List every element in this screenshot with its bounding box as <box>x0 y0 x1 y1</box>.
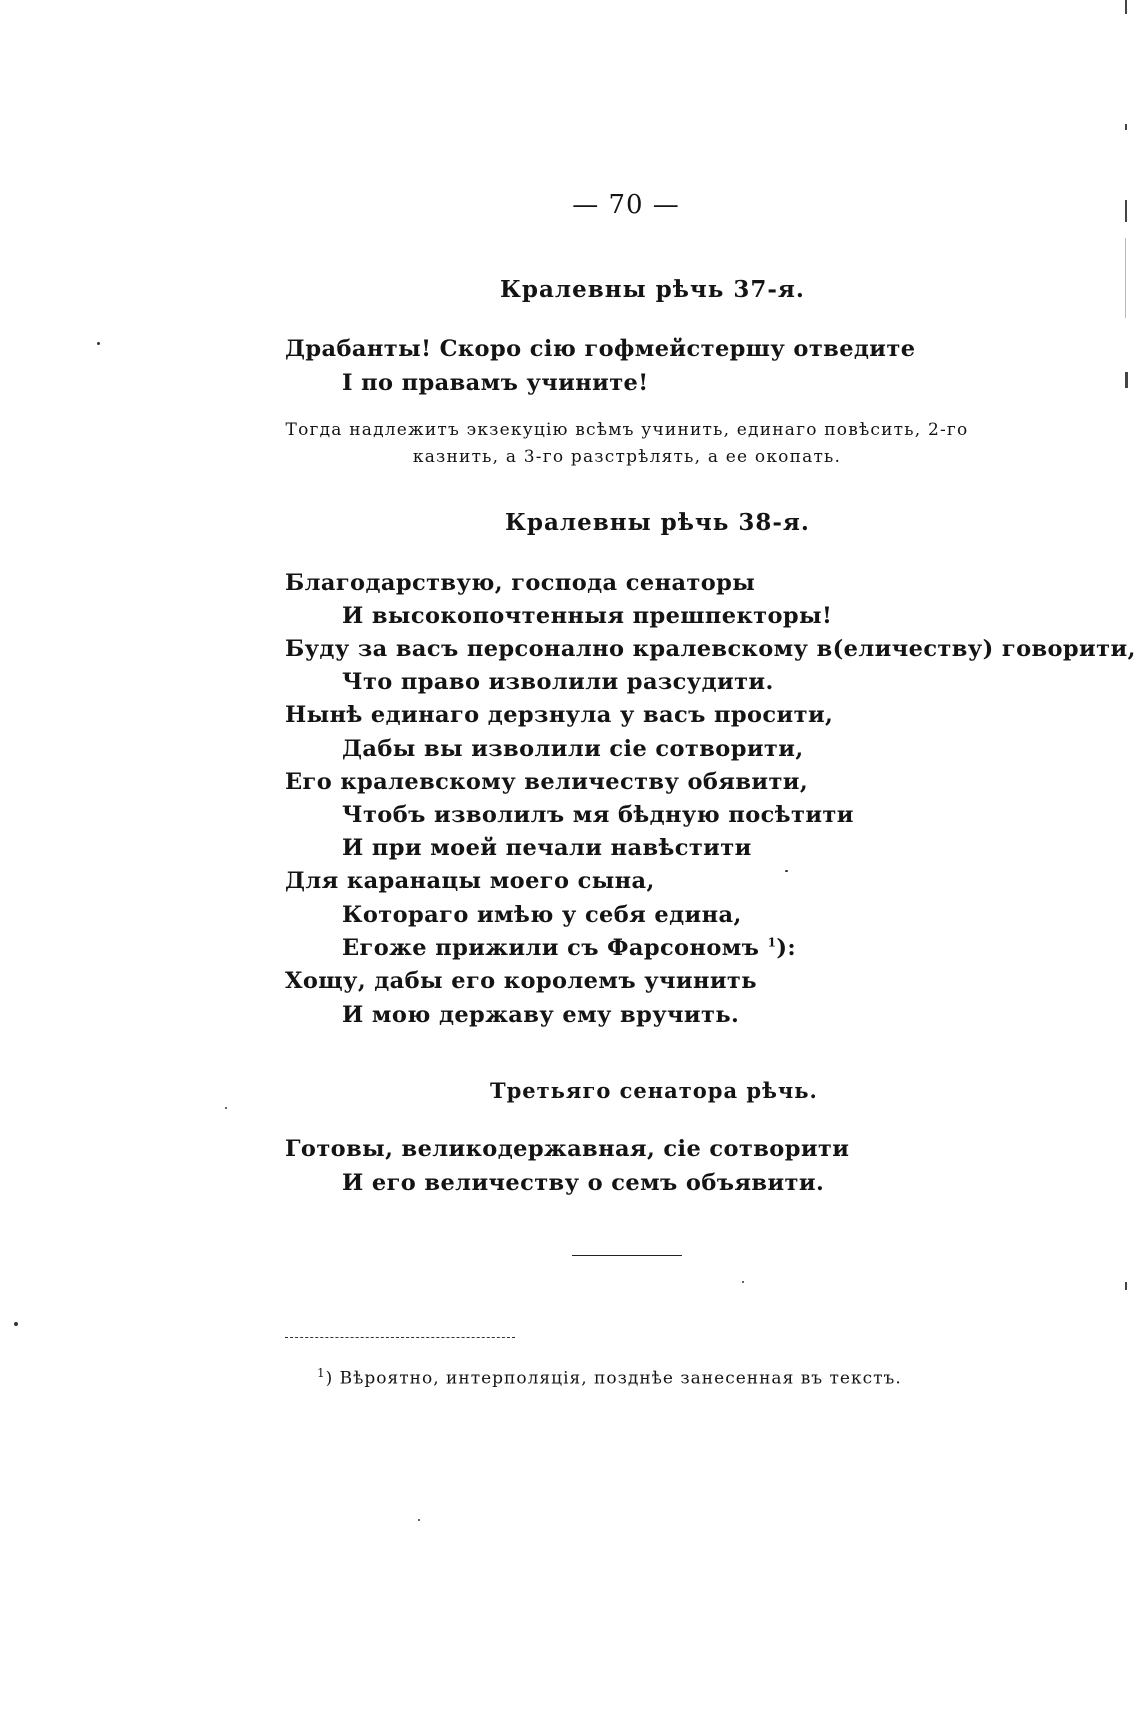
scan-edge-mark <box>1125 238 1126 318</box>
verse-line: Чтобъ изволилъ мя бѣдную посѣтити <box>342 802 854 828</box>
page-number: — 70 — <box>572 190 680 220</box>
footnote-ref-suffix: ): <box>776 935 797 961</box>
stage-direction-line: Тогда надлежитъ экзекуцiю всѣмъ учинить, единаго повѣсить, 2-го <box>285 420 969 440</box>
heading-speech-37: Кралевны рѣчь 37-я. <box>500 276 805 303</box>
scan-edge-mark <box>1125 1282 1127 1290</box>
scan-speck <box>225 1107 227 1109</box>
verse-text: Егоже прижили съ Фарсономъ <box>342 935 760 961</box>
verse-line: Дабы вы изволили сiе сотворити, <box>342 736 804 762</box>
verse-line: Для каранацы моего сына, <box>285 868 655 894</box>
verse-line: Его кралевскому величеству обявити, <box>285 769 809 795</box>
verse-line-with-footnote <box>342 935 796 961</box>
verse-line: Благодарствую, господа сенаторы <box>285 570 756 596</box>
scan-edge-mark <box>1125 372 1128 388</box>
scan-edge-mark <box>1125 0 1127 14</box>
footnote-text: ) Вѣроятно, интерполяцiя, позднѣе занесенная въ текстъ. <box>325 1368 902 1389</box>
verse-line: И мою державу ему вручить. <box>342 1002 740 1028</box>
verse-line: И при моей печали навѣстити <box>342 835 752 861</box>
footnote-rule <box>285 1337 515 1338</box>
scan-speck <box>14 1322 18 1326</box>
scan-speck <box>97 342 100 345</box>
verse-line: Нынѣ единаго дерзнула у васъ просити, <box>285 702 834 728</box>
verse-line: I по правамъ учините! <box>342 370 649 396</box>
verse-line: Что право изволили разсудити. <box>342 669 774 695</box>
stage-direction <box>282 417 972 471</box>
stage-direction-line: казнить, а 3-го разстрѣлять, а ее окопать. <box>412 447 842 467</box>
verse-line: Готовы, великодержавная, сiе сотворити <box>285 1136 850 1162</box>
scan-speck <box>742 1281 744 1283</box>
section-end-rule <box>572 1255 682 1256</box>
footnote-marker: 1 <box>317 1366 326 1380</box>
scan-edge-mark <box>1125 200 1127 222</box>
verse-line: Буду за васъ персонално кралевскому в(еличеству) говорити, <box>285 636 1136 662</box>
verse-line: И его величеству о семъ объявити. <box>342 1170 825 1196</box>
footnote-reference: 1 <box>767 935 777 950</box>
heading-speech-38: Кралевны рѣчь 38-я. <box>505 509 810 536</box>
verse-line: Драбанты! Скоро сiю гофмейстершу отведите <box>285 336 916 362</box>
scan-edge-mark <box>1125 124 1127 130</box>
verse-line: Котораго имѣю у себя едина, <box>342 902 742 928</box>
footnote <box>317 1366 902 1389</box>
verse-line: Хощу, дабы его королемъ учинить <box>285 968 757 994</box>
heading-third-senator: Третьяго сенатора рѣчь. <box>490 1078 818 1103</box>
verse-line: И высокопочтенныя прешпекторы! <box>342 603 833 629</box>
scan-speck <box>785 870 788 872</box>
scan-speck <box>418 1519 420 1521</box>
